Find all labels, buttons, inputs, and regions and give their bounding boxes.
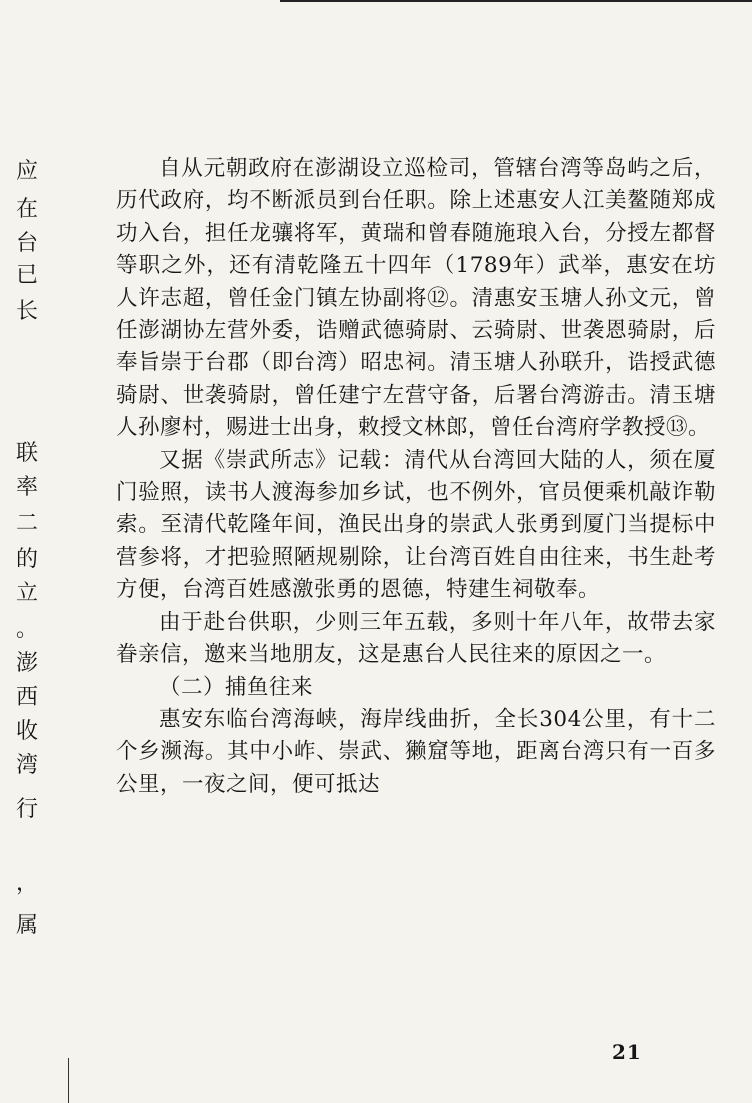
adjacent-page-fragments — [0, 0, 40, 1103]
fragment-line: 率 — [15, 475, 38, 500]
fragment-line: 台 — [15, 231, 38, 256]
paragraph-reason-one: 由于赴台供职，少则三年五载，多则十年八年，故带去家眷亲信，邀来当地朋友，这是惠台人民往来的原因之一。 — [116, 609, 716, 668]
fragment-line: ， — [15, 871, 38, 896]
gutter-line — [68, 1058, 69, 1103]
fragment-line: 应 — [15, 159, 38, 184]
paragraph-fishing: 惠安东临台湾海峡，海岸线曲折，全长304公里，有十二个乡濒海。其中小岞、崇武、獭窟等地，距离台湾只有一百多公里，一夜之间，便可抵达 — [116, 706, 716, 797]
fragment-line: 湾 — [15, 753, 38, 778]
fragment-line: 。 — [15, 617, 38, 642]
fragment-line: 收 — [15, 719, 38, 744]
fragment-line: 澎 — [15, 651, 38, 676]
fragment-line: 在 — [15, 197, 38, 222]
page-number: 21 — [612, 1040, 642, 1064]
fragment-line: 已 — [15, 263, 38, 288]
fragment-line: 行 — [15, 797, 38, 822]
section-heading: （二）捕鱼往来 — [159, 674, 314, 700]
fragment-line: 属 — [15, 913, 38, 938]
fragment-line: 长 — [15, 299, 38, 324]
fragment-line: 西 — [15, 685, 38, 710]
fragment-line: 联 — [15, 441, 38, 466]
paragraph-officials: 自从元朝政府在澎湖设立巡检司，管辖台湾等岛屿之后，历代政府，均不断派员到台任职。除上述惠安人江美鳌随郑成功入台，担任龙骧将军，黄瑞和曾春随施琅入台，分授左都督等职之外，还有清乾隆五十四年（1789年）武举，惠安在坊人许志超，曾任金门镇左协副将⑫。清惠安玉塘人孙文元，曾任澎湖协左营外委，诰赠武德骑尉、云骑尉、世袭恩骑尉，后奉旨崇于台郡（即台湾）昭忠祠。清玉塘人孙联升，诰授武德骑尉、世袭骑尉，曾任建宁左营守备，后署台湾游击。清玉塘人孙廖村，赐进士出身，敕授文林郎，曾任台湾府学教授⑬。 — [116, 156, 716, 441]
fragment-line: 立 — [15, 581, 38, 606]
paragraph-chongwu-record: 又据《崇武所志》记载：清代从台湾回大陆的人，须在厦门验照，读书人渡海参加乡试，也不例外，官员便乘机敲诈勒索。至清代乾隆年间，渔民出身的崇武人张勇到厦门当提标中营参将，才把验照陋规剔除，让台湾百姓自由往来，书生赴考方便，台湾百姓感激张勇的恩德，特建生祠敬奉。 — [116, 447, 716, 603]
fragment-line: 的 — [15, 547, 38, 572]
main-text-column — [116, 153, 716, 801]
fragment-line: 二 — [15, 511, 38, 536]
top-rule — [280, 0, 752, 2]
